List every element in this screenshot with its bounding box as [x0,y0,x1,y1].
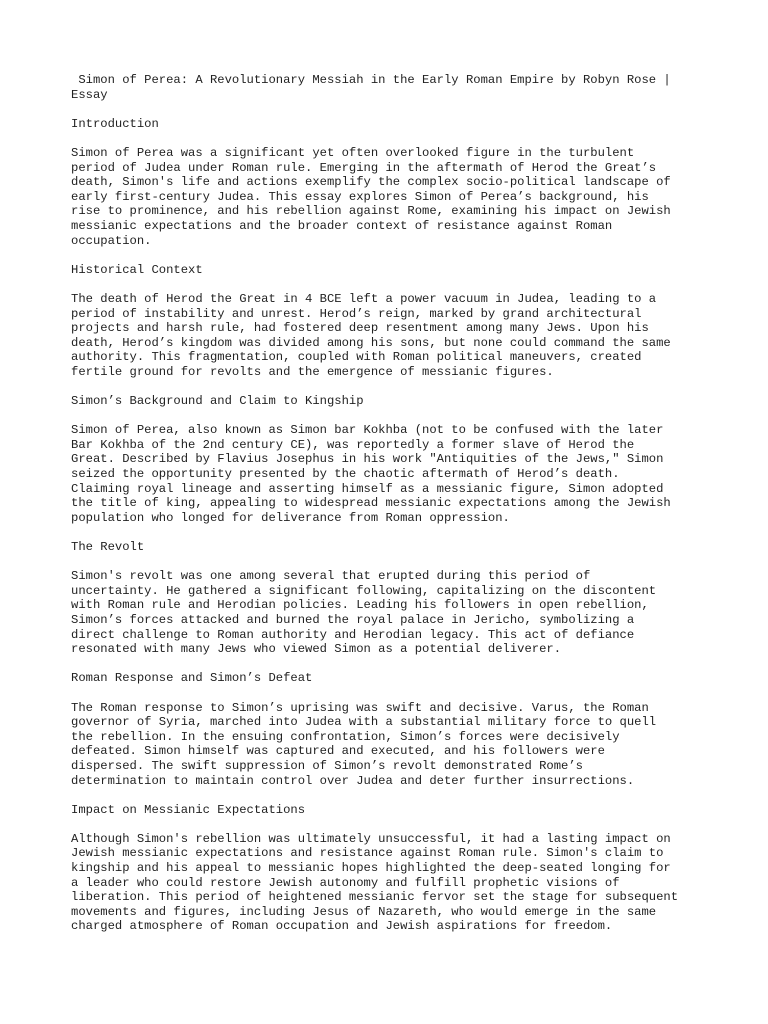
paragraph-line: Simon’s forces attacked and burned the royal palace in Jericho, symbolizing a [71,612,635,627]
paragraph-line: occupation. [71,233,152,248]
section-paragraph [71,832,701,934]
section-heading: Simon’s Background and Claim to Kingship [71,394,364,409]
paragraph-line: period of Judea under Roman rule. Emerging in the aftermath of Herod the Great’s [71,160,657,175]
title-line: Essay [71,87,108,102]
paragraph-line: the rebellion. In the ensuing confrontation, Simon’s forces were decisively [71,729,620,744]
section-heading: Roman Response and Simon’s Defeat [71,671,313,686]
section-paragraph [71,146,701,248]
section-heading: Impact on Messianic Expectations [71,802,306,817]
paragraph-line: The death of Herod the Great in 4 BCE left a power vacuum in Judea, leading to a [71,291,657,306]
paragraph-line: governor of Syria, marched into Judea with a substantial military force to quell [71,715,657,730]
section-paragraph [71,423,701,525]
paragraph-line: The Roman response to Simon’s uprising was swift and decisive. Varus, the Roman [71,700,649,715]
paragraph-line: uncertainty. He gathered a significant following, capitalizing on the discontent [71,583,657,598]
paragraph-line: movements and figures, including Jesus of Nazareth, who would emerge in the same [71,904,657,919]
paragraph-line: a leader who could restore Jewish autonomy and fulfill prophetic visions of [71,875,620,890]
section-heading: Historical Context [71,262,203,277]
paragraph-line: seized the opportunity presented by the chaotic aftermath of Herod’s death. [71,467,620,482]
paragraph-line: period of instability and unrest. Herod’s reign, marked by grand architectural [71,306,642,321]
paragraph-line: the title of king, appealing to widespread messianic expectations among the Jewish [71,496,671,511]
section-paragraph [71,701,701,789]
paragraph-line: with Roman rule and Herodian policies. Leading his followers in open rebellion, [71,598,649,613]
paragraph-line: Bar Kokhba of the 2nd century CE), was reportedly a former slave of Herod the [71,437,635,452]
document-page [71,73,701,949]
section-impact [71,803,701,934]
paragraph-line: death, Herod’s kingdom was divided among his sons, but none could command the same [71,335,671,350]
paragraph-line: projects and harsh rule, had fostered deep resentment among many Jews. Upon his [71,321,649,336]
title-line: Simon of Perea: A Revolutionary Messiah in the Early Roman Empire by Robyn Rose | [71,73,671,87]
paragraph-line: fertile ground for revolts and the emergence of messianic figures. [71,364,554,379]
paragraph-line: dispersed. The swift suppression of Simon’s revolt demonstrated Rome’s [71,758,583,773]
paragraph-line: population who longed for deliverance from Roman oppression. [71,510,510,525]
paragraph-line: direct challenge to Roman authority and Herodian legacy. This act of defiance [71,627,635,642]
document-title [71,73,701,102]
paragraph-line: Great. Described by Flavius Josephus in his work "Antiquities of the Jews," Simon [71,452,664,467]
paragraph-line: rise to prominence, and his rebellion against Rome, examining his impact on Jewish [71,204,671,219]
section-introduction [71,117,701,248]
paragraph-line: charged atmosphere of Roman occupation and Jewish aspirations for freedom. [71,919,613,934]
paragraph-line: messianic expectations and the broader context of resistance against Roman [71,218,613,233]
paragraph-line: kingship and his appeal to messianic hopes highlighted the deep-seated longing for [71,861,671,876]
paragraph-line: defeated. Simon himself was captured and executed, and his followers were [71,744,605,759]
section-background [71,394,701,525]
section-heading: The Revolt [71,540,145,554]
paragraph-line: Claiming royal lineage and asserting himself as a messianic figure, Simon adopted [71,481,664,496]
section-heading: Introduction [71,116,159,131]
paragraph-line: liberation. This period of heightened messianic fervor set the stage for subsequent [71,890,679,905]
paragraph-line: Simon's revolt was one among several that erupted during this period of [71,569,591,584]
section-historical-context [71,263,701,380]
paragraph-line: determination to maintain control over Judea and deter further insurrections. [71,773,635,788]
paragraph-line: resonated with many Jews who viewed Simon as a potential deliverer. [71,642,562,657]
paragraph-line: authority. This fragmentation, coupled with Roman political maneuvers, created [71,350,642,365]
paragraph-line: Jewish messianic expectations and resistance against Roman rule. Simon's claim to [71,846,664,861]
section-roman-response [71,671,701,788]
paragraph-line: Simon of Perea was a significant yet often overlooked figure in the turbulent [71,145,635,160]
paragraph-line: death, Simon's life and actions exemplify the complex socio-political landscape of [71,175,671,190]
section-paragraph [71,292,701,380]
section-the-revolt [71,540,701,657]
paragraph-line: early first-century Judea. This essay explores Simon of Perea’s background, his [71,189,649,204]
paragraph-line: Simon of Perea, also known as Simon bar Kokhba (not to be confused with the later [71,423,664,438]
paragraph-line: Although Simon's rebellion was ultimately unsuccessful, it had a lasting impact on [71,831,671,846]
section-paragraph [71,569,701,657]
